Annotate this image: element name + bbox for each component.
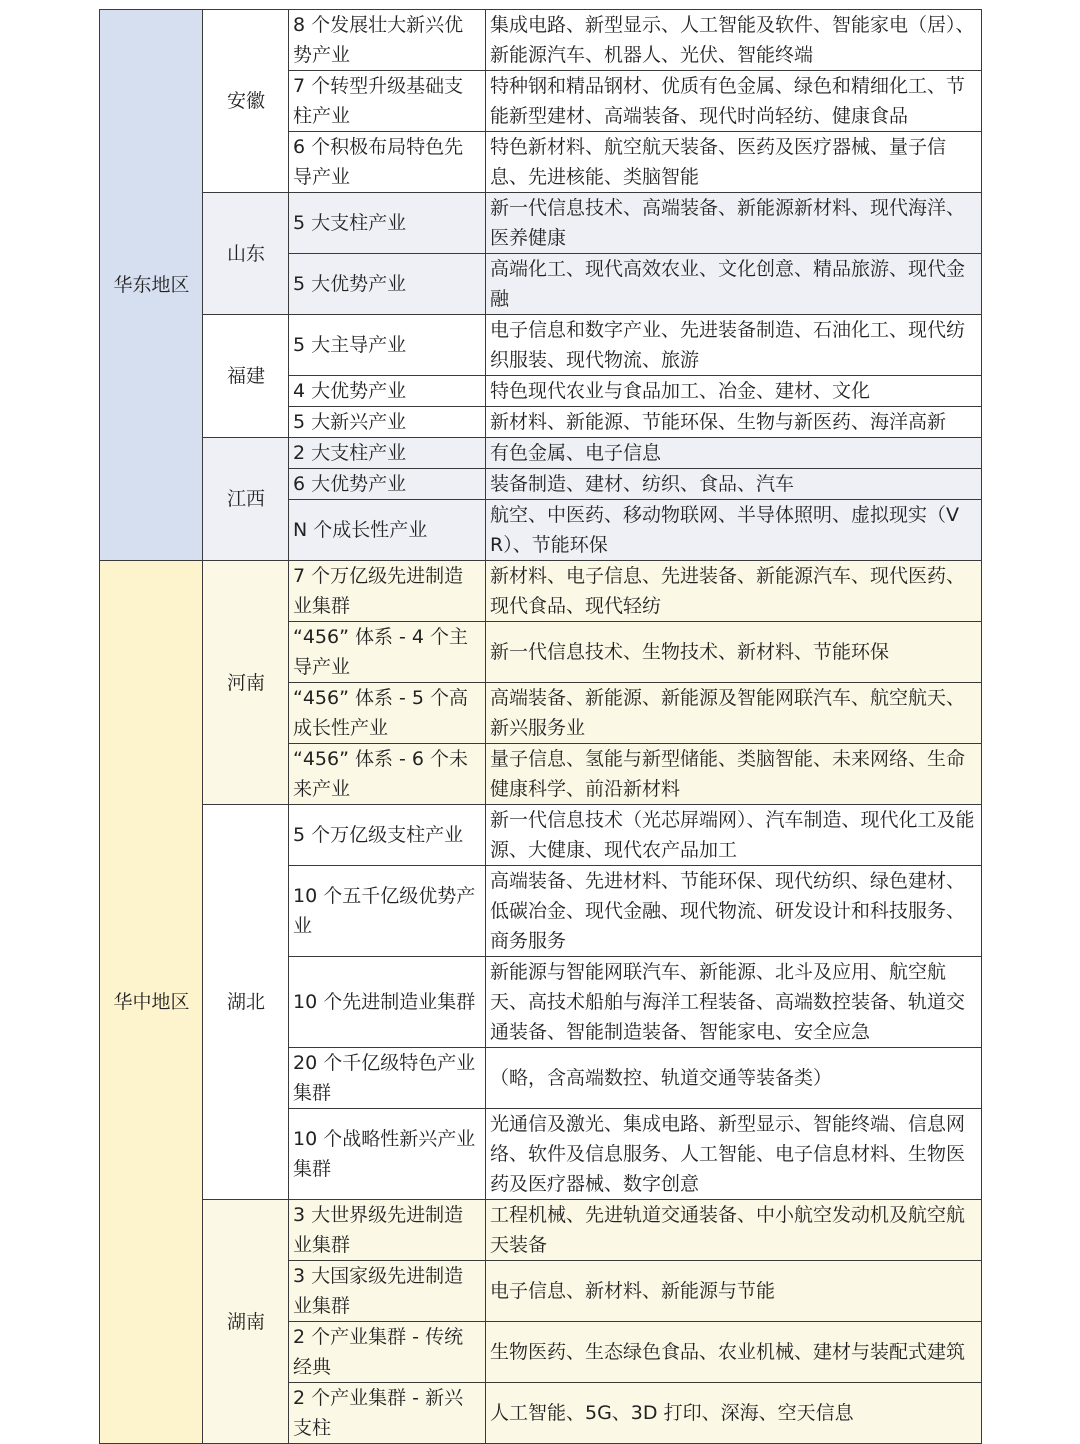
industries-cell: 电子信息、新材料、新能源与节能 bbox=[486, 1261, 982, 1322]
table-row bbox=[100, 193, 982, 254]
industries-cell: 人工智能、5G、3D 打印、深海、空天信息 bbox=[486, 1383, 982, 1444]
industries-cell: 生物医药、生态绿色食品、农业机械、建材与装配式建筑 bbox=[486, 1322, 982, 1383]
category-cell: 3 大世界级先进制造业集群 bbox=[289, 1200, 486, 1261]
industries-cell: 高端装备、先进材料、节能环保、现代纺织、绿色建材、低碳冶金、现代金融、现代物流、研发设计和科技服务、商务服务 bbox=[486, 866, 982, 957]
region-cell-east: 华东地区 bbox=[100, 10, 203, 561]
industries-cell: 新一代信息技术、生物技术、新材料、节能环保 bbox=[486, 622, 982, 683]
industries-cell: 高端装备、新能源、新能源及智能网联汽车、航空航天、新兴服务业 bbox=[486, 683, 982, 744]
industries-cell: 工程机械、先进轨道交通装备、中小航空发动机及航空航天装备 bbox=[486, 1200, 982, 1261]
category-cell: 5 大支柱产业 bbox=[289, 193, 486, 254]
industries-cell: 特色新材料、航空航天装备、医药及医疗器械、量子信息、先进核能、类脑智能 bbox=[486, 132, 982, 193]
province-cell-shandong: 山东 bbox=[203, 193, 289, 315]
table-row bbox=[100, 438, 982, 469]
table-row bbox=[100, 1200, 982, 1261]
category-cell: 10 个先进制造业集群 bbox=[289, 957, 486, 1048]
category-cell: 2 个产业集群 - 新兴支柱 bbox=[289, 1383, 486, 1444]
category-cell: 5 个万亿级支柱产业 bbox=[289, 805, 486, 866]
category-cell: 5 大优势产业 bbox=[289, 254, 486, 315]
province-cell-fujian: 福建 bbox=[203, 315, 289, 438]
category-cell: “456” 体系 - 6 个未来产业 bbox=[289, 744, 486, 805]
category-cell: 8 个发展壮大新兴优势产业 bbox=[289, 10, 486, 71]
category-cell: 5 大主导产业 bbox=[289, 315, 486, 376]
category-cell: 10 个战略性新兴产业集群 bbox=[289, 1109, 486, 1200]
industries-cell: 电子信息和数字产业、先进装备制造、石油化工、现代纺织服装、现代物流、旅游 bbox=[486, 315, 982, 376]
province-cell-henan: 河南 bbox=[203, 561, 289, 805]
industries-cell: 特色现代农业与食品加工、冶金、建材、文化 bbox=[486, 376, 982, 407]
category-cell: 7 个转型升级基础支柱产业 bbox=[289, 71, 486, 132]
category-cell: 2 个产业集群 - 传统经典 bbox=[289, 1322, 486, 1383]
category-cell: 6 大优势产业 bbox=[289, 469, 486, 500]
industries-cell: 高端化工、现代高效农业、文化创意、精品旅游、现代金融 bbox=[486, 254, 982, 315]
table-row bbox=[100, 10, 982, 71]
category-cell: “456” 体系 - 5 个高成长性产业 bbox=[289, 683, 486, 744]
category-cell: 6 个积极布局特色先导产业 bbox=[289, 132, 486, 193]
industries-cell: 装备制造、建材、纺织、食品、汽车 bbox=[486, 469, 982, 500]
category-cell: N 个成长性产业 bbox=[289, 500, 486, 561]
province-cell-anhui: 安徽 bbox=[203, 10, 289, 193]
province-cell-hunan: 湖南 bbox=[203, 1200, 289, 1444]
category-cell: 7 个万亿级先进制造业集群 bbox=[289, 561, 486, 622]
industries-cell: 有色金属、电子信息 bbox=[486, 438, 982, 469]
industry-table bbox=[99, 9, 982, 1444]
province-cell-jiangxi: 江西 bbox=[203, 438, 289, 561]
category-cell: 20 个千亿级特色产业集群 bbox=[289, 1048, 486, 1109]
table-row bbox=[100, 805, 982, 866]
table-row bbox=[100, 561, 982, 622]
category-cell: 2 大支柱产业 bbox=[289, 438, 486, 469]
industries-cell: 新材料、新能源、节能环保、生物与新医药、海洋高新 bbox=[486, 407, 982, 438]
industries-cell: 光通信及激光、集成电路、新型显示、智能终端、信息网络、软件及信息服务、人工智能、电子信息材料、生物医药及医疗器械、数字创意 bbox=[486, 1109, 982, 1200]
industries-cell: 新材料、电子信息、先进装备、新能源汽车、现代医药、现代食品、现代轻纺 bbox=[486, 561, 982, 622]
industries-cell: 集成电路、新型显示、人工智能及软件、智能家电（居）、新能源汽车、机器人、光伏、智能终端 bbox=[486, 10, 982, 71]
category-cell: 5 大新兴产业 bbox=[289, 407, 486, 438]
category-cell: 10 个五千亿级优势产业 bbox=[289, 866, 486, 957]
industries-cell: 新一代信息技术（光芯屏端网）、汽车制造、现代化工及能源、大健康、现代农产品加工 bbox=[486, 805, 982, 866]
industries-cell: 新一代信息技术、高端装备、新能源新材料、现代海洋、医养健康 bbox=[486, 193, 982, 254]
region-cell-central: 华中地区 bbox=[100, 561, 203, 1444]
industries-cell: 新能源与智能网联汽车、新能源、北斗及应用、航空航天、高技术船舶与海洋工程装备、高端数控装备、轨道交通装备、智能制造装备、智能家电、安全应急 bbox=[486, 957, 982, 1048]
industries-cell: 航空、中医药、移动物联网、半导体照明、虚拟现实（VR）、节能环保 bbox=[486, 500, 982, 561]
category-cell: 4 大优势产业 bbox=[289, 376, 486, 407]
industries-cell: （略，含高端数控、轨道交通等装备类） bbox=[486, 1048, 982, 1109]
province-cell-hubei: 湖北 bbox=[203, 805, 289, 1200]
industries-cell: 特种钢和精品钢材、优质有色金属、绿色和精细化工、节能新型建材、高端装备、现代时尚轻纺、健康食品 bbox=[486, 71, 982, 132]
category-cell: “456” 体系 - 4 个主导产业 bbox=[289, 622, 486, 683]
category-cell: 3 大国家级先进制造业集群 bbox=[289, 1261, 486, 1322]
industries-cell: 量子信息、氢能与新型储能、类脑智能、未来网络、生命健康科学、前沿新材料 bbox=[486, 744, 982, 805]
table-row bbox=[100, 315, 982, 376]
